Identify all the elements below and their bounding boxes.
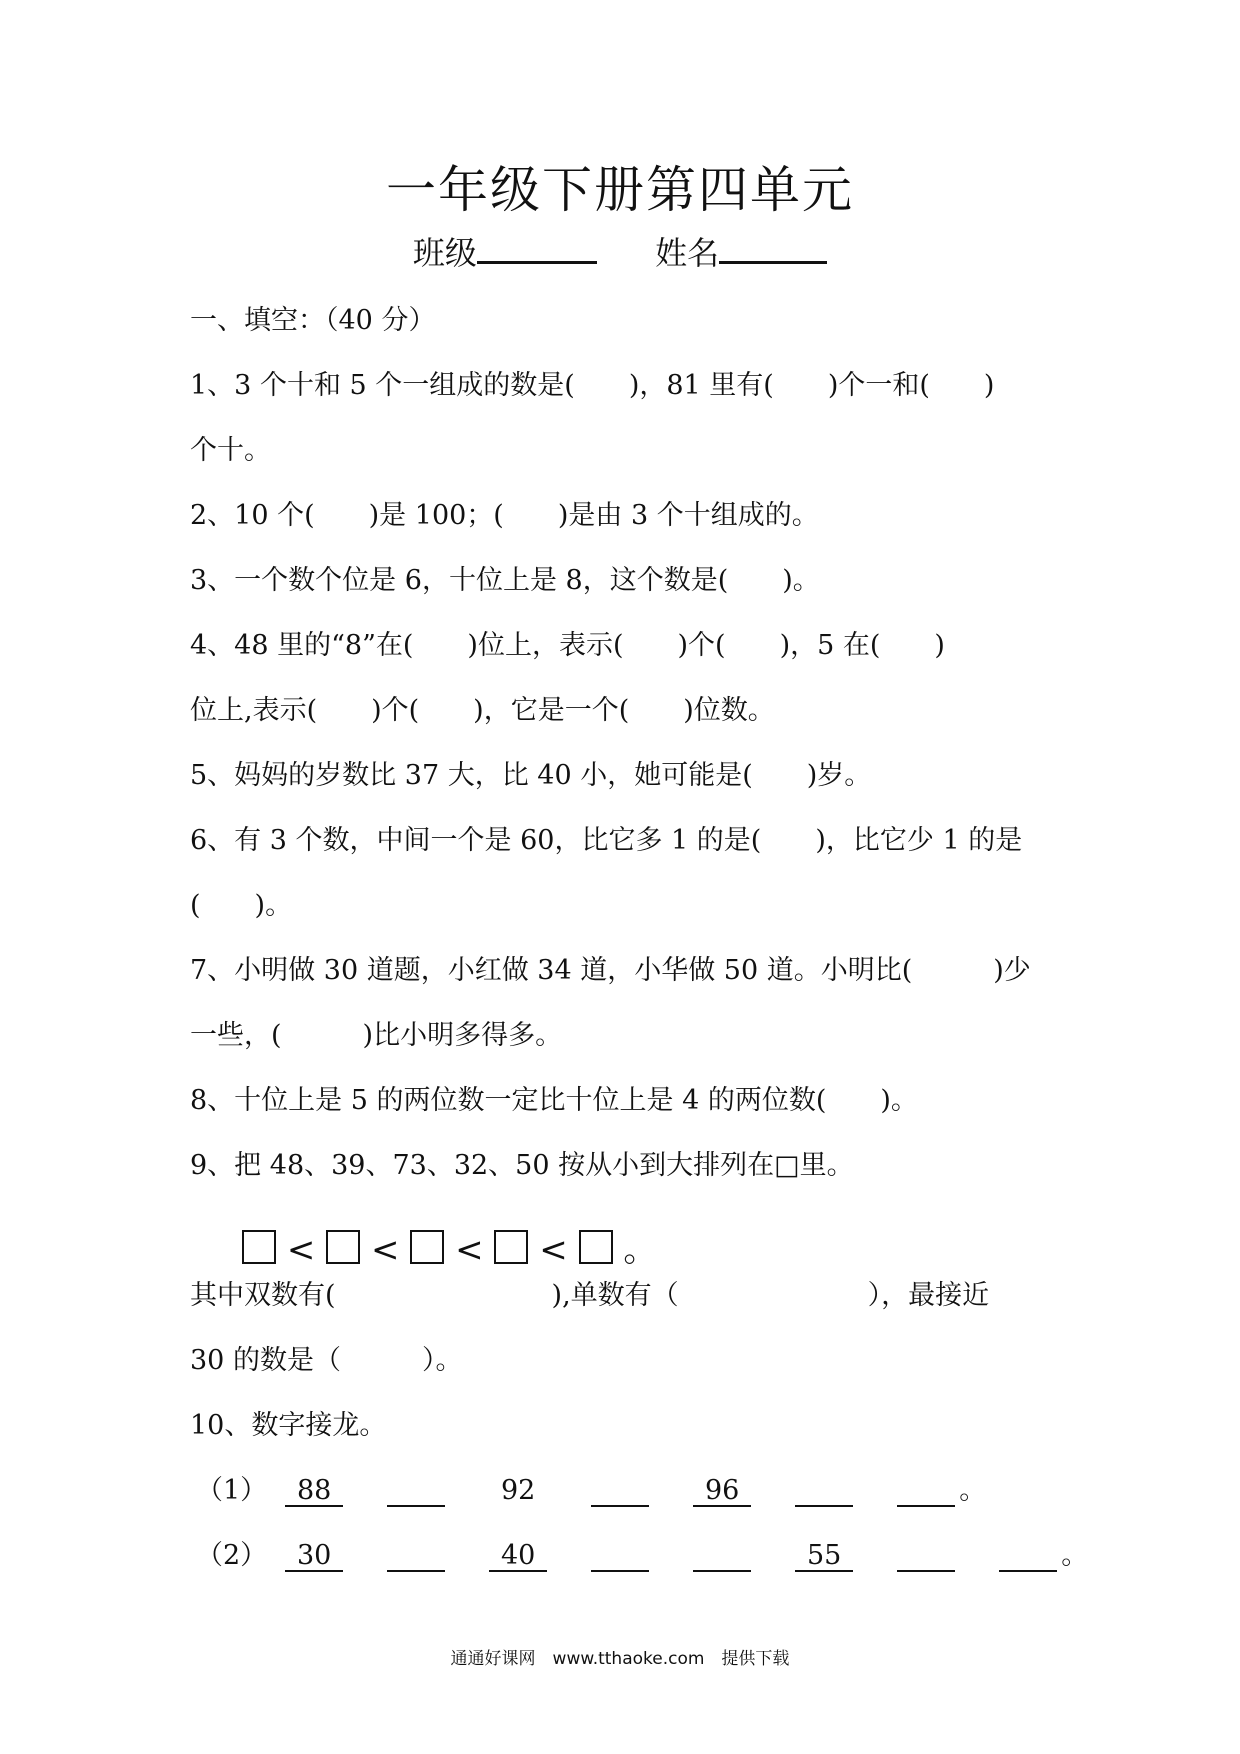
- sequence-number: 92: [501, 1475, 536, 1506]
- student-info: [0, 228, 1240, 274]
- sequence-blank[interactable]: [795, 1477, 853, 1507]
- question-10: 10、数字接龙。: [190, 1410, 387, 1441]
- sequence-number: 55: [795, 1542, 853, 1572]
- sequence-blank[interactable]: [897, 1477, 955, 1507]
- sequence-blank[interactable]: [897, 1542, 955, 1572]
- less-than-sign: <: [455, 1230, 484, 1270]
- footer-credit: 通通好课网 www.tthaoke.com 提供下载: [450, 1649, 790, 1669]
- sequence-blank[interactable]: [387, 1542, 445, 1572]
- name-label: 姓名: [655, 234, 720, 272]
- sequence-end: 。: [1061, 1540, 1089, 1571]
- question-4-line-1: 4、48 里的“8”在( )位上，表示( )个( )，5 在( ): [190, 630, 945, 661]
- question-2: 2、10 个( )是 100；( )是由 3 个十组成的。: [190, 500, 819, 531]
- ordering-boxes: [242, 1222, 657, 1271]
- question-5: 5、妈妈的岁数比 37 大，比 40 小，她可能是( )岁。: [190, 760, 872, 791]
- sequence-label: （1）: [196, 1475, 268, 1506]
- sequence-number: 96: [693, 1477, 751, 1507]
- page-title: 一年级下册第四单元: [386, 161, 854, 219]
- name-blank[interactable]: [719, 260, 827, 264]
- less-than-sign: <: [286, 1230, 316, 1270]
- less-than-sign: <: [539, 1230, 568, 1270]
- sequence-blank[interactable]: [693, 1542, 751, 1572]
- sequence-1: [196, 1468, 1066, 1507]
- question-9: 9、把 48、39、73、32、50 按从小到大排列在□里。: [190, 1150, 854, 1181]
- sequence-number: 30: [285, 1542, 343, 1572]
- less-than-sign: <: [370, 1230, 400, 1270]
- ordering-end: 。: [623, 1230, 658, 1270]
- question-6-line-2: ( )。: [190, 890, 293, 921]
- question-4-line-2: 位上,表示( )个( )，它是一个( )位数。: [190, 695, 775, 726]
- answer-box[interactable]: [410, 1230, 444, 1264]
- sequence-number: 40: [489, 1542, 547, 1572]
- question-8: 8、十位上是 5 的两位数一定比十位上是 4 的两位数( )。: [190, 1085, 918, 1116]
- question-1-line-2: 个十。: [190, 435, 271, 466]
- sequence-number: 88: [285, 1477, 343, 1507]
- answer-box[interactable]: [242, 1230, 276, 1264]
- section-heading: 一、填空：（40 分）: [190, 305, 436, 336]
- name-field: [655, 228, 827, 274]
- answer-box[interactable]: [494, 1230, 528, 1264]
- class-blank[interactable]: [477, 260, 597, 264]
- sequence-blank[interactable]: [999, 1542, 1057, 1572]
- question-6-line-1: 6、有 3 个数，中间一个是 60，比它多 1 的是( )，比它少 1 的是: [190, 825, 1023, 856]
- question-7-line-2: 一些，( )比小明多得多。: [190, 1020, 563, 1051]
- class-label: 班级: [412, 234, 477, 272]
- question-9-line-2: 其中双数有( ),单数有（ ），最接近: [190, 1280, 990, 1311]
- sequence-label: （2）: [196, 1540, 268, 1571]
- sequence-blank[interactable]: [387, 1477, 445, 1507]
- class-field: [413, 228, 597, 274]
- question-9-line-3: 30 的数是（ ）。: [190, 1345, 463, 1376]
- question-3: 3、一个数个位是 6，十位上是 8，这个数是( )。: [190, 565, 820, 596]
- sequence-end: 。: [959, 1475, 987, 1506]
- question-7-line-1: 7、小明做 30 道题，小红做 34 道，小华做 50 道。小明比( )少: [190, 955, 1031, 986]
- sequence-blank[interactable]: [591, 1477, 649, 1507]
- answer-box[interactable]: [579, 1230, 613, 1264]
- sequence-2: [196, 1533, 1089, 1572]
- sequence-blank[interactable]: [591, 1542, 649, 1572]
- answer-box[interactable]: [326, 1230, 360, 1264]
- question-1-line-1: 1、3 个十和 5 个一组成的数是( )，81 里有( )个一和( ): [190, 370, 995, 401]
